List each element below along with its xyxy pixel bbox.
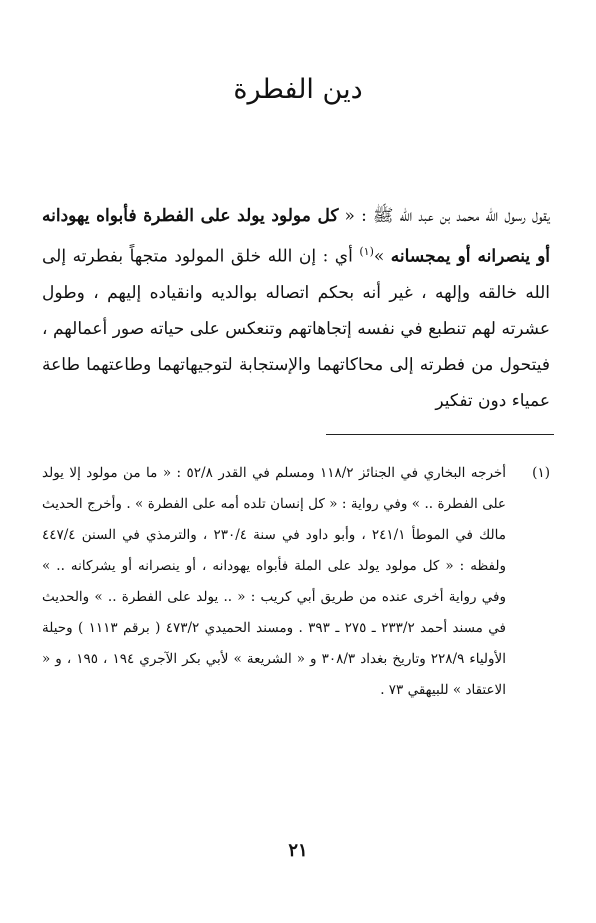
footnote-text: أخرجه البخاري في الجنائز ١١٨/٢ ومسلم في القدر ٥٢/٨ : « ما من مولود إلا يولد على الفطرة .. » وفي رواية : « كل إنسان تلده أمه على الفطرة » . وأخرج الحديث مالك في الموطأ ٢٤١/١ ، وأبو داود في سنة ٢٣٠/٤ ، والترمذي في السنن ٤٤٧/٤ ولفظه : « كل مولود يولد على الملة فأبواه يهودانه ، أو ينصرانه أو يشركانه .. » وفي رواية أخرى عنده من طريق أبي كريب : « .. يولد على الفطرة .. » والحديث في مسند أحمد ٢٣٣/٢ ـ ٢٧٥ ـ ٣٩٣ . ومسند الحميدي ٤٧٣/٢ ( برقم ١١١٣ ) وحيلة الأولياء ٢٢٨/٩ وتاريخ بغداد ٣٠٨/٣ و « الشريعة » لأبي بكر الآجري ١٩٤ ، ١٩٥ ، و « الاعتقاد » للبيهقي ٧٣ . xyxy=(42,465,506,698)
main-paragraph xyxy=(42,198,550,419)
footnote-reference[interactable]: (١) xyxy=(359,245,374,258)
paragraph-explanation: أي : إن الله خلق المولود متجهاً بفطرته إلى الله خالقه وإلهه ، غير أنه بحكم اتصاله بوالديه وانقياده إليهم ، وطول عشرته لهم تنطبع في نفسه إتجاهاتهم وتنعكس على حياته صور أعمالهم ، فيتحول من فطرته إلى محاكاتهما والإستجابة لتوجيهاتهما وطاعتهما طاعة عمياء دون تفكير xyxy=(42,246,550,411)
footnote-number: (١) xyxy=(532,465,550,481)
chapter-title: دين الفطرة xyxy=(233,74,363,105)
paragraph-intro: يقول رسول الله محمد بن عبد الله ﷺ : « xyxy=(344,206,550,226)
hadith-quote: كل مولود يولد على الفطرة فأبواه يهودانه أو ينصرانه أو يمجسانه xyxy=(42,206,551,267)
page-number: ٢١ xyxy=(288,840,308,861)
footnote-divider xyxy=(326,434,554,435)
footnote xyxy=(42,458,550,706)
closing-quote-mark: » xyxy=(373,246,385,267)
